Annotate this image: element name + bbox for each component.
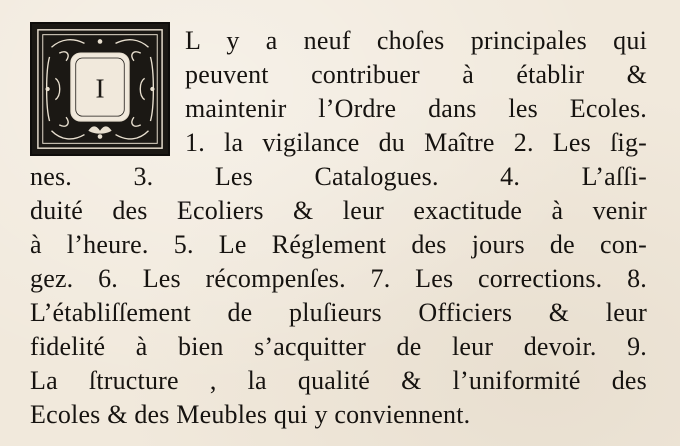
text-line: 1. la vigilance du Maître 2. Les ſig- xyxy=(185,128,647,157)
initial-letter: I xyxy=(95,73,105,104)
text-line-last: Ecoles & des Meubles qui y conviennent. xyxy=(30,400,471,429)
text-line: nes. 3. Les Catalogues. 4. L’aſſi- xyxy=(30,162,647,191)
text-line: maintenir l’Ordre dans les Ecoles. xyxy=(185,94,647,123)
text-line: duité des Ecoliers & leur exactitude à venir xyxy=(30,196,647,225)
text-line: gez. 6. Les récompenſes. 7. Les corrections. 8. xyxy=(30,264,647,293)
text-line: L y a neuf choſes principales qui xyxy=(185,26,647,55)
ornamental-initial xyxy=(30,22,170,156)
text-line: L’établiſſement de pluſieurs Officiers & leur xyxy=(30,298,647,327)
text-line: peuvent contribuer à établir & xyxy=(185,60,647,89)
ornamental-initial-frame-icon xyxy=(32,24,168,154)
text-line: La ſtructure , la qualité & l’uniformité des xyxy=(30,366,647,395)
text-line: à l’heure. 5. Le Réglement des jours de con- xyxy=(30,230,647,259)
text-line: fidelité à bien s’acquitter de leur devoir. 9. xyxy=(30,332,647,361)
